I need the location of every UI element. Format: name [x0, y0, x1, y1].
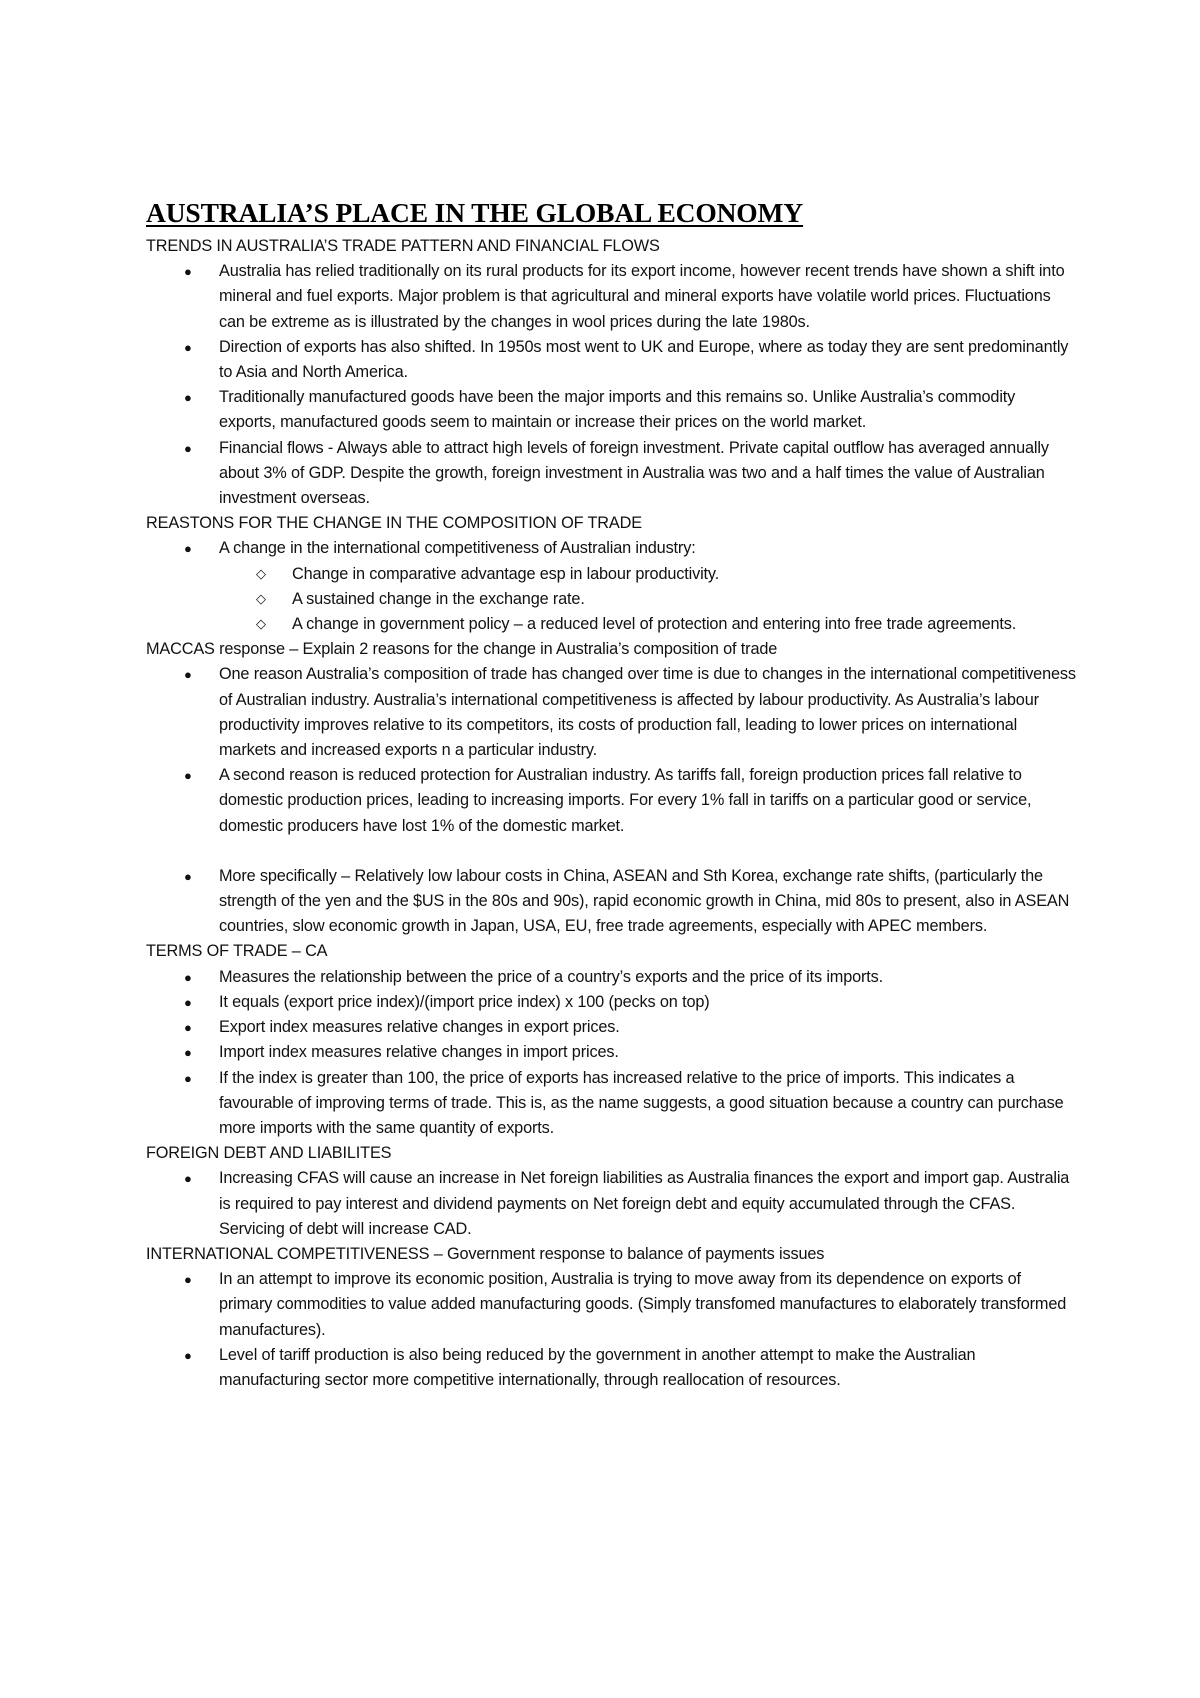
- bullet-icon: ●: [184, 390, 192, 406]
- list-item: ● Measures the relationship between the price of a country’s exports and the price of its imports.: [146, 965, 1076, 990]
- sub-list-item: ◇ A sustained change in the exchange rate.: [146, 587, 1076, 612]
- bullet-icon: ●: [184, 1171, 192, 1187]
- bullet-icon: ●: [184, 969, 192, 985]
- list-item: ● One reason Australia’s composition of trade has changed over time is due to changes in the international competitiveness of Australian industry. Australia’s international competitiveness is affected by labour productivity. As Australia’s labour productivity improves relative to its competitors, its costs of production fall, leading to lower prices on international markets and increased exports n a particular industry.: [146, 662, 1076, 763]
- bullet-list-maccas: [146, 662, 1076, 838]
- list-item: ● More specifically – Relatively low labour costs in China, ASEAN and Sth Korea, exchange rate shifts, (particularly the strength of the yen and the $US in the 80s and 90s), rapid economic growth in China, mid 80s to present, also in ASEAN countries, slow economic growth in Japan, USA, EU, free trade agreements, especially with APEC members.: [146, 864, 1076, 940]
- section-heading-trends: TRENDS IN AUSTRALIA’S TRADE PATTERN AND FINANCIAL FLOWS: [146, 237, 660, 255]
- list-item: ● A change in the international competitiveness of Australian industry:: [146, 536, 1076, 561]
- bullet-icon: ●: [184, 994, 192, 1010]
- list-item: ● Direction of exports has also shifted. In 1950s most went to UK and Europe, where as today they are sent predominantly to Asia and North America.: [146, 335, 1076, 385]
- list-item: ● Export index measures relative changes in export prices.: [146, 1015, 1076, 1040]
- list-item: ● Australia has relied traditionally on its rural products for its export income, however recent trends have shown a shift into mineral and fuel exports. Major problem is that agricultural and mineral exports have volatile world prices. Fluctuations can be extreme as is illustrated by the changes in wool prices during the late 1980s.: [146, 259, 1076, 335]
- bullet-icon: ●: [184, 1045, 192, 1061]
- bullet-icon: ●: [184, 264, 192, 280]
- list-item: ● Import index measures relative changes in import prices.: [146, 1040, 1076, 1065]
- bullet-list-terms-of-trade: [146, 965, 1076, 1141]
- list-item: ● In an attempt to improve its economic position, Australia is trying to move away from its dependence on exports of primary commodities to value added manufacturing goods. (Simply transfomed manufactures to elaborately transformed manufactures).: [146, 1267, 1076, 1343]
- list-item: ● Level of tariff production is also being reduced by the government in another attempt to make the Australian manufacturing sector more competitive internationally, through reallocation of resources.: [146, 1343, 1076, 1393]
- bullet-icon: ●: [184, 1272, 192, 1288]
- bullet-icon: ●: [184, 440, 192, 456]
- document-page: [146, 196, 1076, 1393]
- list-item: ● It equals (export price index)/(import price index) x 100 (pecks on top): [146, 990, 1076, 1015]
- list-item: ● Traditionally manufactured goods have been the major imports and this remains so. Unlike Australia’s commodity exports, manufactured goods seem to maintain or increase their prices on the world market.: [146, 385, 1076, 435]
- bullet-list-competitiveness: [146, 1267, 1076, 1393]
- section-heading-maccas: MACCAS response – Explain 2 reasons for the change in Australia’s composition of trade: [146, 640, 778, 659]
- bullet-icon: ●: [184, 339, 192, 355]
- bullet-icon: ●: [184, 1020, 192, 1036]
- section-heading-competitiveness: INTERNATIONAL COMPETITIVENESS – Government response to balance of payments issues: [146, 1244, 825, 1263]
- bullet-icon: ●: [184, 541, 192, 557]
- blank-line: [146, 839, 1076, 864]
- bullet-list-trends: [146, 259, 1076, 511]
- bullet-icon: ●: [184, 1347, 192, 1363]
- section-heading-foreign-debt: FOREIGN DEBT AND LIABILITES: [146, 1144, 392, 1163]
- bullet-list-foreign-debt: [146, 1166, 1076, 1242]
- bullet-list-maccas-more: [146, 864, 1076, 940]
- sub-bullet-list-reasons: [146, 562, 1076, 638]
- list-item: ● A second reason is reduced protection for Australian industry. As tariffs fall, foreign production prices fall relative to domestic production prices, leading to increasing imports. For every 1% fall in tariffs on a particular good or service, domestic producers have lost 1% of the domestic market.: [146, 763, 1076, 839]
- list-item: ● If the index is greater than 100, the price of exports has increased relative to the price of imports. This indicates a favourable of improving terms of trade. This is, as the name suggests, a good situation because a country can purchase more imports with the same quantity of exports.: [146, 1066, 1076, 1142]
- hollow-diamond-icon: ◇: [256, 590, 266, 606]
- sub-list-item: ◇ Change in comparative advantage esp in labour productivity.: [146, 562, 1076, 587]
- section-heading-terms-of-trade: TERMS OF TRADE – CA: [146, 942, 328, 961]
- bullet-list-reasons: [146, 536, 1076, 561]
- bullet-icon: ●: [184, 768, 192, 784]
- list-item: ● Increasing CFAS will cause an increase in Net foreign liabilities as Australia finances the export and import gap. Australia is required to pay interest and dividend payments on Net foreign debt and equity accumulated through the CFAS. Servicing of debt will increase CAD.: [146, 1166, 1076, 1242]
- hollow-diamond-icon: ◇: [256, 565, 266, 581]
- bullet-icon: ●: [184, 868, 192, 884]
- list-item: ● Financial flows - Always able to attract high levels of foreign investment. Private capital outflow has averaged annually about 3% of GDP. Despite the growth, foreign investment in Australia was two and a half times the value of Australian investment overseas.: [146, 436, 1076, 512]
- sub-list-item: ◇ A change in government policy – a reduced level of protection and entering into free trade agreements.: [146, 612, 1076, 637]
- hollow-diamond-icon: ◇: [256, 616, 266, 632]
- bullet-icon: ●: [184, 667, 192, 683]
- page-title: AUSTRALIA’S PLACE IN THE GLOBAL ECONOMY: [146, 197, 804, 228]
- section-heading-reasons: REASTONS FOR THE CHANGE IN THE COMPOSITION OF TRADE: [146, 514, 642, 533]
- bullet-icon: ●: [184, 1070, 192, 1086]
